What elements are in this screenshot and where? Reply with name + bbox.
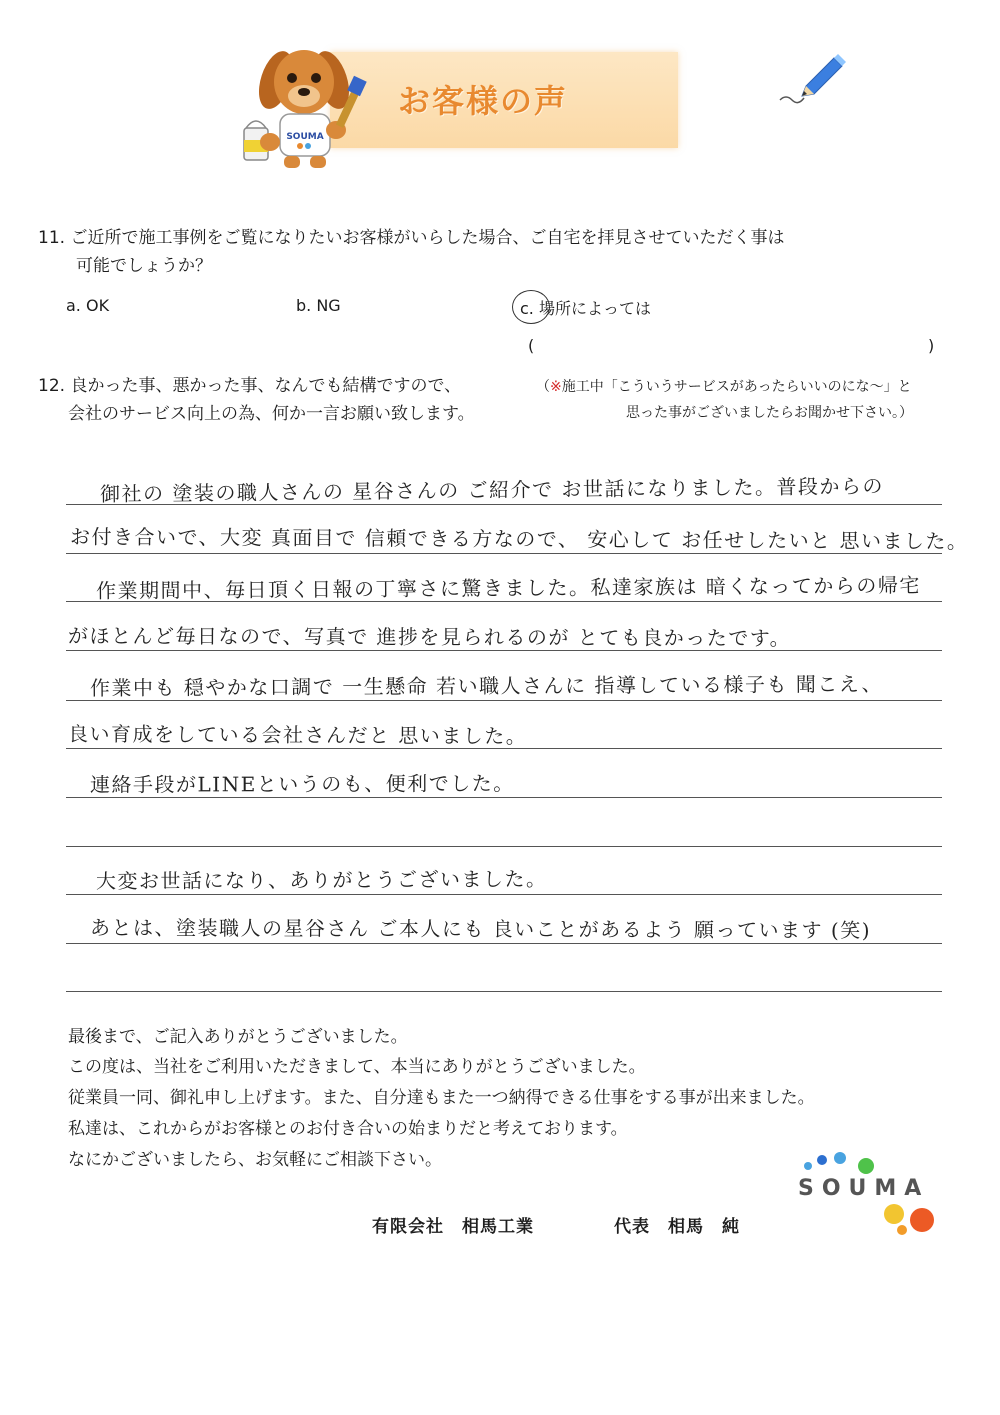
- handwritten-line: 御社の 塗装の職人さんの 星谷さんの ご紹介で お世話になりました。普段からの: [99, 473, 885, 507]
- ruled-line: [66, 991, 942, 992]
- company-name: 有限会社 相馬工業: [372, 1217, 534, 1237]
- pencil-icon: [776, 52, 848, 112]
- closing-message-line: 従業員一同、御礼申し上げます。また、自分達もまた一つ納得できる仕事をする事が出来ました。: [68, 1088, 815, 1108]
- ruled-line: [66, 894, 942, 895]
- option-a: a. OK: [66, 296, 110, 315]
- dog-mascot-icon: [240, 44, 380, 174]
- question-12-text-cont: 会社のサービス向上の為、何か一言お願い致します。: [68, 404, 475, 424]
- handwritten-line: 大変お世話になり、ありがとうございました。: [95, 866, 548, 894]
- handwritten-line: 作業中も 穏やかな口調で 一生懸命 若い職人さんに 指導している様子も 聞こえ、: [89, 671, 884, 701]
- note-text-1: 施工中「こういうサービスがあったらいいのにな～」と: [561, 379, 912, 395]
- handwritten-line: 良い育成をしている会社さんだと 思いました。: [67, 721, 528, 749]
- question-11-text-cont: 可能でしょうか？: [76, 256, 212, 276]
- closing-message-line: 最後まで、ご記入ありがとうございました。: [68, 1027, 408, 1047]
- representative-name: 代表 相馬 純: [614, 1217, 740, 1237]
- mascot-shirt-logo: SOUMA: [286, 132, 324, 142]
- open-paren: (: [528, 336, 535, 355]
- handwritten-line: 連絡手段がLINEというのも、便利でした。: [89, 771, 515, 797]
- page-title: お客様の声: [398, 82, 569, 120]
- close-paren: ): [928, 336, 935, 355]
- note-open-paren: （: [536, 379, 550, 395]
- question-11-text: 11. ご近所で施工事例をご覧になりたいお客様がいらした場合、ご自宅を拝見させていただく事は: [38, 228, 785, 248]
- handwritten-line: がほとんど毎日なので、写真で 進捗を見られるのが とても良かったです。: [67, 623, 792, 651]
- closing-message-line: 私達は、これからがお客様とのお付き合いの始まりだと考えております。: [68, 1119, 628, 1139]
- option-c: c. 場所によっては: [520, 299, 651, 318]
- question-12-note-cont: 思った事がございましたらお聞かせ下さい。）: [626, 405, 913, 421]
- closing-message-line: なにかございましたら、お気軽にご相談下さい。: [68, 1150, 442, 1170]
- handwritten-line: お付き合いで、大変 真面目で 信頼できる方なので、 安心して お任せしたいと 思いました。: [69, 524, 969, 554]
- handwritten-line: あとは、塗装職人の星谷さん ご本人にも 良いことがあるよう 願っています (笑): [89, 915, 872, 943]
- ruled-line: [66, 846, 942, 847]
- logo-text: SOUMA: [798, 1176, 930, 1201]
- note-asterisk: ※: [550, 379, 562, 395]
- option-b: b. NG: [296, 296, 341, 315]
- closing-message-line: この度は、当社をご利用いただきまして、本当にありがとうございました。: [68, 1057, 646, 1077]
- question-12-text: 12. 良かった事、悪かった事、なんでも結構ですので、: [38, 376, 462, 396]
- handwritten-line: 作業期間中、毎日頂く日報の丁寧さに驚きました。私達家族は 暗くなってからの帰宅: [95, 573, 921, 603]
- question-12-note: [536, 374, 912, 400]
